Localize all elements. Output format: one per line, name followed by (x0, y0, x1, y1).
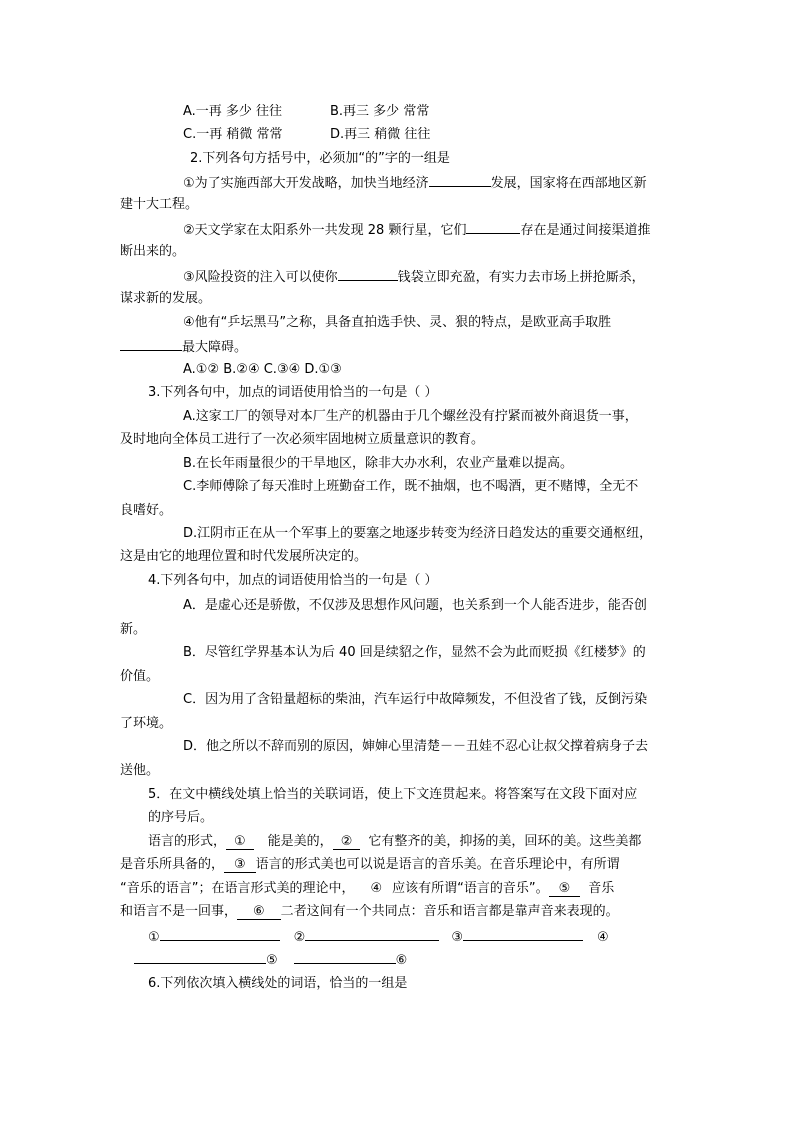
q2-sentence-3-cont: 谋求新的发展。 (120, 291, 212, 306)
blank-marker-6: ⑥ (237, 904, 281, 920)
q2-sentence-2-cont: 断出来的。 (120, 244, 186, 259)
q2-sentence-4-cont: 最大障碍。 (120, 337, 247, 357)
q5-answer-line-1: ① ② ③ ④ (148, 927, 609, 947)
q3-stem: 3.下列各句中，加点的词语使用恰当的一句是（ ） (148, 385, 438, 400)
q5-stem: 5．在文中横线处填上恰当的关联词语，使上下文连贯起来。将答案写在文段下面对应 (148, 787, 638, 802)
q1-option-b: B.再三 多少 常常 (330, 104, 430, 119)
q3-option-c-cont: 良嗜好。 (120, 503, 173, 518)
q4-option-b-cont: 价值。 (120, 669, 160, 684)
q5-paragraph-line-1: 语言的形式， ① 能是美的， ② 它有整齐的美，抑扬的美，回环的美。这些美都 (148, 834, 642, 849)
q1-option-a: A.一再 多少 往往 (183, 104, 283, 119)
answer-blank (134, 950, 266, 964)
q4-option-d-cont: 送他。 (120, 763, 160, 778)
q5-paragraph-line-3: “音乐的语言”；在语言形式美的理论中， ④ 应该有所谓“语言的音乐”。 ⑤ 音乐 (120, 881, 615, 896)
answer-blank (338, 267, 398, 281)
q1-option-d: D.再三 稍微 往往 (330, 127, 431, 142)
q2-options: A.①② B.②④ C.③④ D.①③ (183, 362, 342, 377)
answer-blank (120, 337, 182, 351)
q1-option-c: C.一再 稍微 常常 (183, 127, 283, 142)
q3-option-a: A.这家工厂的领导对本厂生产的机器由于几个螺丝没有拧紧而被外商退货一事， (183, 409, 638, 424)
blank-marker-4: ④ (370, 881, 383, 896)
q5-answer-line-2: ⑤ ⑥ (134, 950, 407, 970)
q4-option-a: A．是虚心还是骄傲，不仅涉及思想作风问题，也关系到一个人能否进步，能否创 (183, 598, 647, 613)
q4-option-c: C．因为用了含铅量超标的柴油，汽车运行中故障频发，不但没省了钱，反倒污染 (183, 692, 648, 707)
q3-option-c: C.李师傅除了每天准时上班勤奋工作，既不抽烟，也不喝酒，更不赌博，全无不 (183, 479, 639, 494)
answer-blank (429, 173, 491, 187)
q2-sentence-4: ④他有“乒坛黑马”之称，具备直拍选手快、灵、狠的特点，是欧亚高手取胜 (183, 315, 612, 330)
q3-option-d-cont: 这是由它的地理位置和时代发展所决定的。 (120, 549, 368, 564)
answer-blank (466, 220, 520, 234)
q4-option-d: D．他之所以不辞而别的原因，婶婶心里清楚－－丑娃不忍心让叔父撑着病身子去 (183, 739, 649, 754)
q4-option-c-cont: 了环境。 (120, 716, 173, 731)
q2-sentence-2: ②天文学家在太阳系外一共发现 28 颗行星，它们 存在是通过间接渠道推 (183, 220, 650, 240)
q2-sentence-1-cont: 建十大工程。 (120, 197, 199, 212)
q3-option-b: B.在长年雨量很少的干旱地区，除非大办水利，农业产量难以提高。 (183, 456, 574, 471)
q5-stem-cont: 的序号后。 (148, 810, 214, 825)
answer-blank (160, 927, 280, 941)
answer-blank (463, 927, 583, 941)
q5-paragraph-line-2: 是音乐所具备的， ③ 语言的形式美也可以说是语言的音乐美。在音乐理论中，有所谓 (120, 857, 620, 872)
q2-sentence-1: ①为了实施西部大开发战略，加快当地经济 发展，国家将在西部地区新 (183, 173, 647, 193)
q3-option-a-cont: 及时地向全体员工进行了一次必须牢固地树立质量意识的教育。 (120, 432, 485, 447)
blank-marker-1: ① (226, 834, 254, 850)
q6-stem: 6.下列依次填入横线处的词语，恰当的一组是 (148, 976, 408, 991)
q5-paragraph-line-4: 和语言不是一回事， ⑥ 二者这间有一个共同点：音乐和语言都是靠声音来表现的。 (120, 904, 619, 919)
q4-option-a-cont: 新。 (120, 622, 147, 637)
blank-marker-2: ② (333, 834, 361, 850)
answer-blank (294, 950, 396, 964)
q2-sentence-3: ③风险投资的注入可以使你 钱袋立即充盈，有实力去市场上拼抢厮杀， (183, 267, 645, 287)
q4-option-b: B．尽管红学界基本认为后 40 回是续貂之作，显然不会为此而贬损《红楼梦》的 (183, 645, 646, 660)
q2-stem: 2.下列各句方括号中，必须加“的”字的一组是 (190, 151, 450, 166)
q3-option-d: D.江阴市正在从一个军事上的要塞之地逐步转变为经济日趋发达的重要交通枢纽， (183, 526, 653, 541)
blank-marker-5: ⑤ (549, 881, 581, 897)
answer-blank (305, 927, 439, 941)
q4-stem: 4.下列各句中，加点的词语使用恰当的一句是（ ） (148, 573, 438, 588)
blank-marker-3: ③ (224, 857, 256, 873)
